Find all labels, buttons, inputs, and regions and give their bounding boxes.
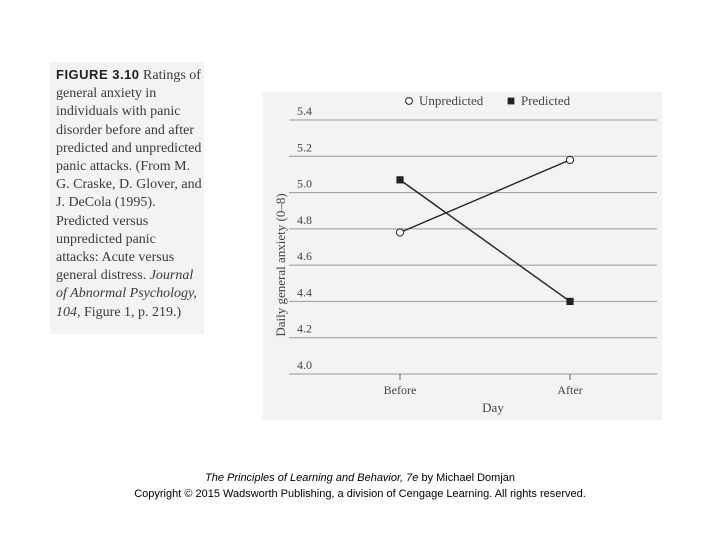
series-lines xyxy=(396,156,573,305)
y-axis-label: Daily general anxiety (0–8) xyxy=(273,193,288,337)
x-tick-label: After xyxy=(557,383,583,397)
y-tick-label: 5.4 xyxy=(297,104,312,118)
legend xyxy=(406,93,571,108)
data-point-unpredicted xyxy=(396,229,403,236)
data-point-predicted xyxy=(396,176,403,183)
book-author: by Michael Domjan xyxy=(418,472,515,484)
caption-body: Ratings of general anxiety in individuals with panic disorder before and after predicted and unpredicted panic attacks. (From M. G. Craske, D. Glover, and J. DeCola (1995). Predicted versus unpredicted panic attacks: Acute versus general distress. xyxy=(56,68,202,284)
x-axis xyxy=(384,374,583,397)
y-tick-label: 4.0 xyxy=(297,358,312,372)
legend-label: Predicted xyxy=(521,93,571,108)
caption-journal: Journal of Abnormal Psychology, 104, xyxy=(56,268,197,320)
chart-panel xyxy=(263,92,662,420)
y-tick-label: 4.8 xyxy=(297,212,312,227)
series-line xyxy=(400,180,570,302)
grid-lines xyxy=(289,120,657,374)
y-tick-label: 4.2 xyxy=(297,321,312,336)
data-point-predicted xyxy=(566,298,573,305)
series-line xyxy=(400,160,570,233)
y-tick-label: 5.0 xyxy=(297,176,312,191)
legend-label: Unpredicted xyxy=(419,93,484,108)
y-tick-label: 4.4 xyxy=(297,285,312,300)
caption-tail: Figure 1, p. 219.) xyxy=(84,304,182,320)
x-axis-label: Day xyxy=(482,400,504,415)
y-tick-label: 4.6 xyxy=(297,249,312,264)
line-chart xyxy=(263,92,662,420)
book-title: The Principles of Learning and Behavior, 7e xyxy=(204,472,419,484)
legend-marker-unpredicted xyxy=(406,98,413,105)
legend-marker-predicted xyxy=(508,98,515,105)
data-point-unpredicted xyxy=(566,156,573,163)
x-tick-label: Before xyxy=(383,383,417,397)
y-tick-labels xyxy=(297,104,312,372)
figure-label: FIGURE 3.10 xyxy=(56,67,140,82)
y-tick-label: 5.2 xyxy=(297,140,312,155)
footer-book-line xyxy=(0,472,720,484)
footer-copyright: Copyright © 2015 Wadsworth Publishing, a division of Cengage Learning. All rights reserved. xyxy=(134,488,586,500)
figure-caption xyxy=(56,66,202,322)
